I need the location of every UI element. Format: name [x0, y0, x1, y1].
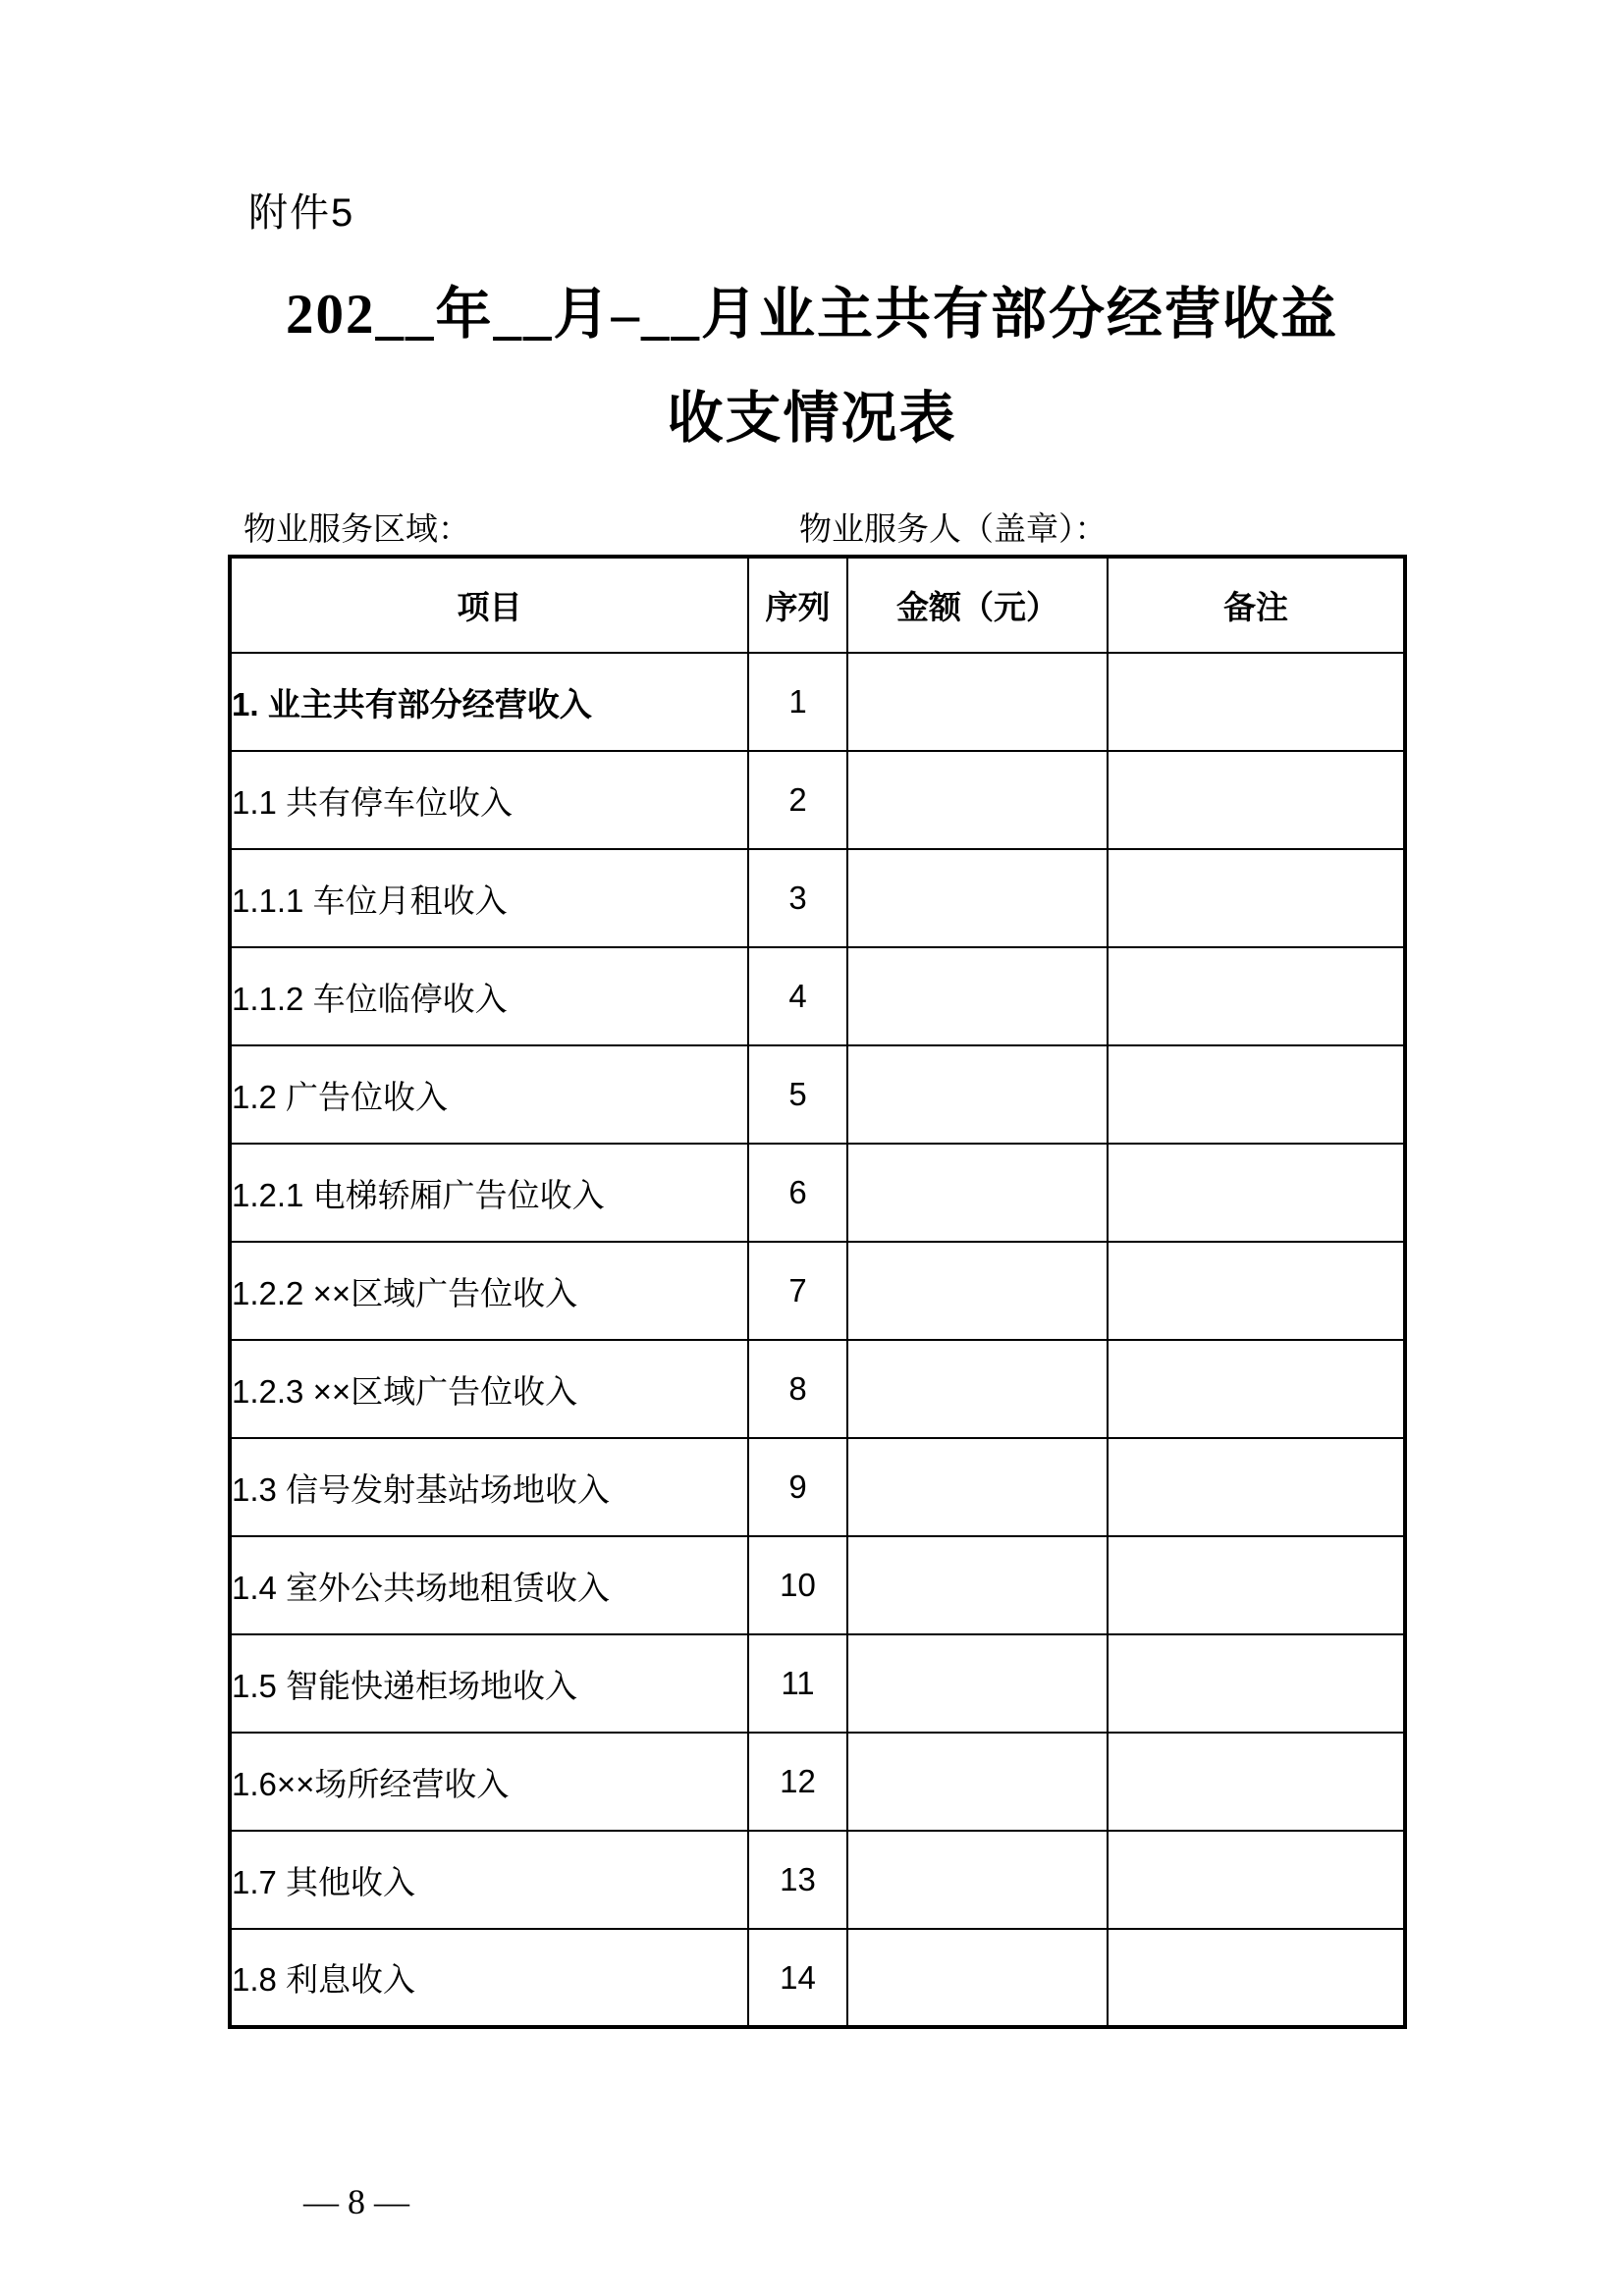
seq-cell: 4	[748, 947, 847, 1045]
amount-cell	[847, 1045, 1108, 1144]
table-row	[230, 1536, 1405, 1634]
item-cell: 1.4 室外公共场地租赁收入	[230, 1536, 748, 1634]
seq-cell: 14	[748, 1929, 847, 2027]
col-header-seq: 序列	[748, 557, 847, 653]
amount-cell	[847, 653, 1108, 751]
remark-cell	[1108, 1733, 1405, 1831]
item-cell: 1.1.2 车位临停收入	[230, 947, 748, 1045]
remark-cell	[1108, 1929, 1405, 2027]
service-provider-label: 物业服务人（盖章）：	[799, 510, 1108, 547]
seq-cell: 12	[748, 1733, 847, 1831]
seq-cell: 10	[748, 1536, 847, 1634]
item-cell: 1.7 其他收入	[230, 1831, 748, 1929]
amount-cell	[847, 1438, 1108, 1536]
seq-cell: 11	[748, 1634, 847, 1733]
seq-cell: 3	[748, 849, 847, 947]
table-row	[230, 751, 1405, 849]
item-cell: 1.3 信号发射基站场地收入	[230, 1438, 748, 1536]
table-row	[230, 849, 1405, 947]
amount-cell	[847, 1831, 1108, 1929]
remark-cell	[1108, 1536, 1405, 1634]
amount-cell	[847, 947, 1108, 1045]
header-row	[230, 557, 1405, 653]
item-cell: 1. 业主共有部分经营收入	[230, 653, 748, 751]
remark-cell	[1108, 1831, 1405, 1929]
remark-cell	[1108, 1340, 1405, 1438]
page-number: — 8 —	[303, 2182, 409, 2221]
remark-cell	[1108, 751, 1405, 849]
item-cell: 1.6××场所经营收入	[230, 1733, 748, 1831]
item-cell: 1.2 广告位收入	[230, 1045, 748, 1144]
col-header-remark: 备注	[1108, 557, 1405, 653]
table-row	[230, 1438, 1405, 1536]
amount-cell	[847, 1144, 1108, 1242]
amount-cell	[847, 1634, 1108, 1733]
amount-cell	[847, 1733, 1108, 1831]
seq-cell: 8	[748, 1340, 847, 1438]
item-cell: 1.1.1 车位月租收入	[230, 849, 748, 947]
table-row	[230, 1340, 1405, 1438]
seq-cell: 6	[748, 1144, 847, 1242]
col-header-item: 项目	[230, 557, 748, 653]
table-row	[230, 1045, 1405, 1144]
table-row	[230, 1144, 1405, 1242]
amount-cell	[847, 849, 1108, 947]
income-expense-table	[228, 555, 1407, 2029]
table-row	[230, 1733, 1405, 1831]
remark-cell	[1108, 947, 1405, 1045]
attachment-label: 附件5	[248, 191, 355, 235]
title-line-2: 收支情况表	[667, 388, 957, 450]
table-row	[230, 653, 1405, 751]
title-line-1: 202__年__月–__月业主共有部分经营收益	[286, 284, 1338, 346]
remark-cell	[1108, 1438, 1405, 1536]
seq-cell: 13	[748, 1831, 847, 1929]
table-row	[230, 1242, 1405, 1340]
amount-cell	[847, 1536, 1108, 1634]
remark-cell	[1108, 1144, 1405, 1242]
seq-cell: 5	[748, 1045, 847, 1144]
col-header-amount: 金额（元）	[847, 557, 1108, 653]
item-cell: 1.1 共有停车位收入	[230, 751, 748, 849]
item-cell: 1.8 利息收入	[230, 1929, 748, 2027]
seq-cell: 2	[748, 751, 847, 849]
table-row	[230, 1831, 1405, 1929]
table-row	[230, 1929, 1405, 2027]
table-row	[230, 947, 1405, 1045]
remark-cell	[1108, 653, 1405, 751]
seq-cell: 7	[748, 1242, 847, 1340]
remark-cell	[1108, 1634, 1405, 1733]
document-title	[0, 263, 1624, 471]
item-cell: 1.2.2 ××区域广告位收入	[230, 1242, 748, 1340]
remark-cell	[1108, 849, 1405, 947]
amount-cell	[847, 1242, 1108, 1340]
service-area-label: 物业服务区域：	[244, 510, 470, 547]
amount-cell	[847, 1929, 1108, 2027]
item-cell: 1.2.1 电梯轿厢广告位收入	[230, 1144, 748, 1242]
remark-cell	[1108, 1242, 1405, 1340]
remark-cell	[1108, 1045, 1405, 1144]
item-cell: 1.5 智能快递柜场地收入	[230, 1634, 748, 1733]
item-cell: 1.2.3 ××区域广告位收入	[230, 1340, 748, 1438]
amount-cell	[847, 1340, 1108, 1438]
seq-cell: 1	[748, 653, 847, 751]
amount-cell	[847, 751, 1108, 849]
table-row	[230, 1634, 1405, 1733]
seq-cell: 9	[748, 1438, 847, 1536]
